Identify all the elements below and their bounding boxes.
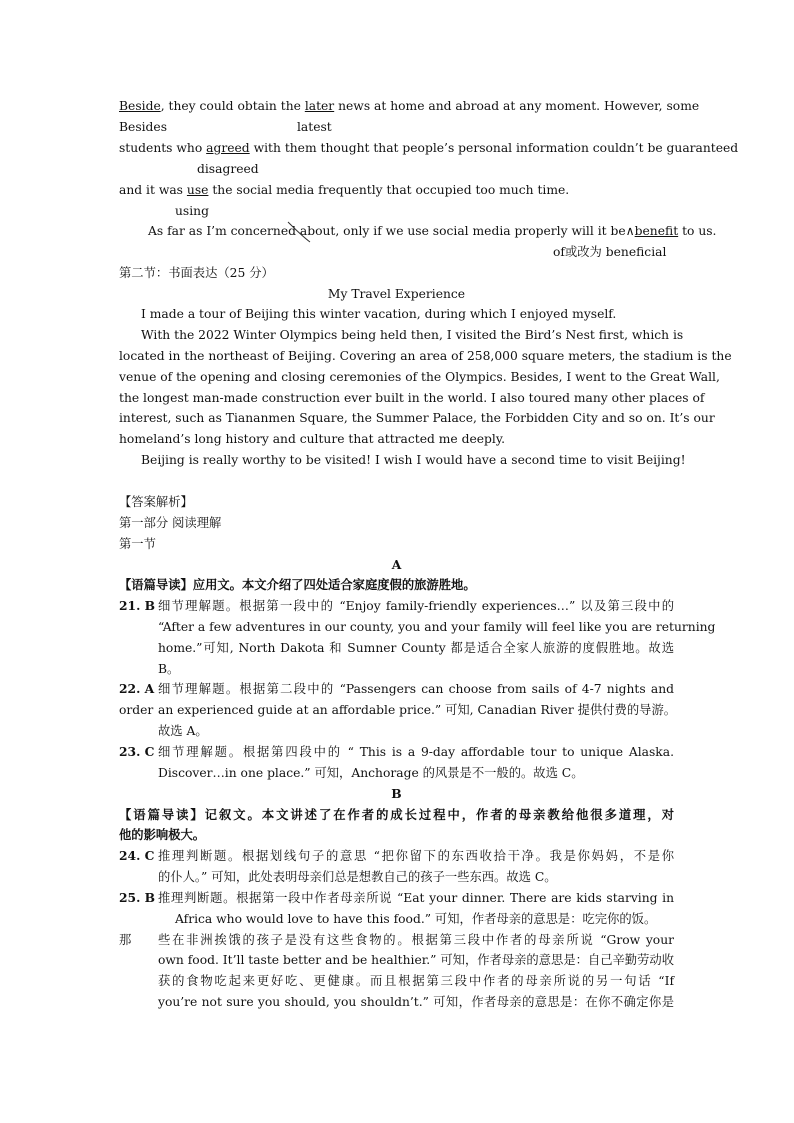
underlined-use: use: [186, 183, 209, 197]
writing-section-title: 第二节：书面表达（25 分）: [119, 266, 274, 280]
passage-a-label: A: [391, 557, 402, 572]
q25-line-5: 获的食物吃起来更好吃、更健康。而且根据第三段中作者的母亲所说的另一句话 “If: [158, 974, 674, 988]
essay-p2-line-6: homeland’s long history and culture that attracted me deeply.: [119, 432, 506, 446]
text-segment: , they could obtain the: [160, 99, 305, 113]
correction-disagreed: disagreed: [197, 162, 259, 176]
text-segment: students who: [119, 141, 207, 155]
q25-line-4: own food. It’ll taste better and be healthier.” 可知，作者母亲的意思是：自己辛勤劳动收: [158, 953, 674, 967]
essay-p2-line-1: With the 2022 Winter Olympics being held then, I visited the Bird’s Nest first, which is: [141, 328, 684, 342]
correction-besides: Besides: [119, 120, 168, 134]
q22-number: 22. A: [119, 681, 155, 696]
q21-line-1: 细节理解题。根据第一段中的 “Enjoy family-friendly experiences…” 以及第三段中的: [158, 599, 674, 613]
q25-line-3: 些在非洲挨饿的孩子是没有这些食物的。根据第三段中作者的母亲所说 “Grow your: [158, 933, 674, 947]
essay-p2-line-4: the longest man-made construction ever built in the world. I also toured many other places of: [119, 391, 705, 405]
q21-line-2: “After a few adventures in our county, you and your family will feel like you are returning: [158, 620, 716, 634]
correction-latest: latest: [297, 120, 332, 134]
passage-b-guide-line-1: 【语篇导读】记叙文。本文讲述了在作者的成长过程中，作者的母亲教给他很多道理，对: [119, 807, 674, 822]
essay-title: My Travel Experience: [327, 287, 466, 301]
passage-a-guide: 【语篇导读】应用文。本文介绍了四处适合家庭度假的旅游胜地。: [119, 577, 476, 592]
q23-number: 23. C: [119, 744, 155, 759]
q25-line-2: Africa who would love to have this food.” 可知，作者母亲的意思是：吃完你的饭。: [175, 912, 657, 926]
q25-line-6: you’re not sure you should, you shouldn’t.” 可知，作者母亲的意思是：在你不确定你是: [158, 995, 674, 1009]
essay-paragraph-1: I made a tour of Beijing this winter vacation, during which I enjoyed myself.: [141, 307, 617, 321]
analysis-section: 第一节: [119, 537, 156, 551]
correction-line-1: [119, 98, 700, 114]
essay-paragraph-3: Beijing is really worthy to be visited! I wish I would have a second time to visit Beijing!: [141, 453, 686, 467]
q25-number: 25. B: [119, 890, 156, 905]
correction-line-4: [148, 223, 716, 239]
q24-line-2: 的仆人。” 可知，此处表明母亲们总是想教自己的孩子一些东西。故选 C。: [158, 870, 557, 884]
q22-line-2-prefix: order: [119, 703, 154, 717]
q23-line-2: Discover…in one place.” 可知，Anchorage 的风景是不一般的。故选 C。: [158, 766, 584, 780]
q21-line-3: home.”可知, North Dakota 和 Sumner County 都是适合全家人旅游的度假胜地。故选: [158, 641, 674, 655]
text-segment: the social media frequently that occupied too much time.: [208, 183, 570, 197]
q23-line-1: 细节理解题。根据第四段中的 “ This is a 9-day affordable tour to unique Alaska.: [158, 745, 674, 759]
text-segment: with them thought that people’s personal information couldn’t be guaranteed: [249, 141, 739, 155]
essay-p2-line-2: located in the northeast of Beijing. Covering an area of 258,000 square meters, the stadium is the: [119, 349, 732, 363]
correction-line-3: [119, 182, 569, 198]
q22-line-2: an experienced guide at an affordable price.” 可知, Canadian River 提供付费的导游。: [158, 703, 677, 717]
passage-b-label: B: [391, 786, 402, 801]
q22-line-1: 细节理解题。根据第二段中的 “Passengers can choose from sails of 4-7 nights and: [158, 682, 674, 696]
analysis-part: 第一部分 阅读理解: [119, 516, 222, 530]
q24-number: 24. C: [119, 848, 155, 863]
text-segment: news at home and abroad at any moment. However, some: [334, 99, 700, 113]
q25-line-1: 推理判断题。根据第一段中作者母亲所说 “Eat your dinner. There are kids starving in: [158, 891, 674, 905]
analysis-header: 【答案解析】: [119, 495, 193, 509]
underlined-eside: eside: [128, 99, 161, 113]
passage-b-guide-line-2: 他的影响极大。: [119, 827, 206, 842]
underlined-later: later: [304, 99, 335, 113]
correction-of-beneficial: of或改为 beneficial: [553, 245, 667, 259]
correction-line-2: [119, 140, 739, 156]
strike-mark: [286, 220, 312, 244]
essay-p2-line-5: interest, such as Tiananmen Square, the Summer Palace, the Forbidden City and so on. It’s our: [119, 411, 715, 425]
q24-line-1: 推理判断题。根据划线句子的意思 “把你留下的东西收拾干净。我是你妈妈，不是你: [158, 849, 674, 863]
text-segment: and it was: [119, 183, 187, 197]
text-segment: to us.: [678, 224, 717, 238]
underlined-b: B: [119, 99, 129, 113]
q21-number: 21. B: [119, 598, 156, 613]
essay-p2-line-3: venue of the opening and closing ceremonies of the Olympics. Besides, I went to the Great Wall,: [119, 370, 720, 384]
underlined-agreed: agreed: [206, 141, 250, 155]
insert-caret: ∧: [625, 224, 635, 238]
correction-using: using: [175, 204, 209, 218]
q21-line-4: B。: [158, 662, 180, 676]
q25-line-3-prefix: 那: [119, 933, 132, 947]
text-segment: As far as I’m concerned about, only if we use social media properly will it be: [148, 224, 626, 238]
q22-line-3: 故选 A。: [158, 724, 208, 738]
underlined-benefit: benefit: [634, 224, 679, 238]
